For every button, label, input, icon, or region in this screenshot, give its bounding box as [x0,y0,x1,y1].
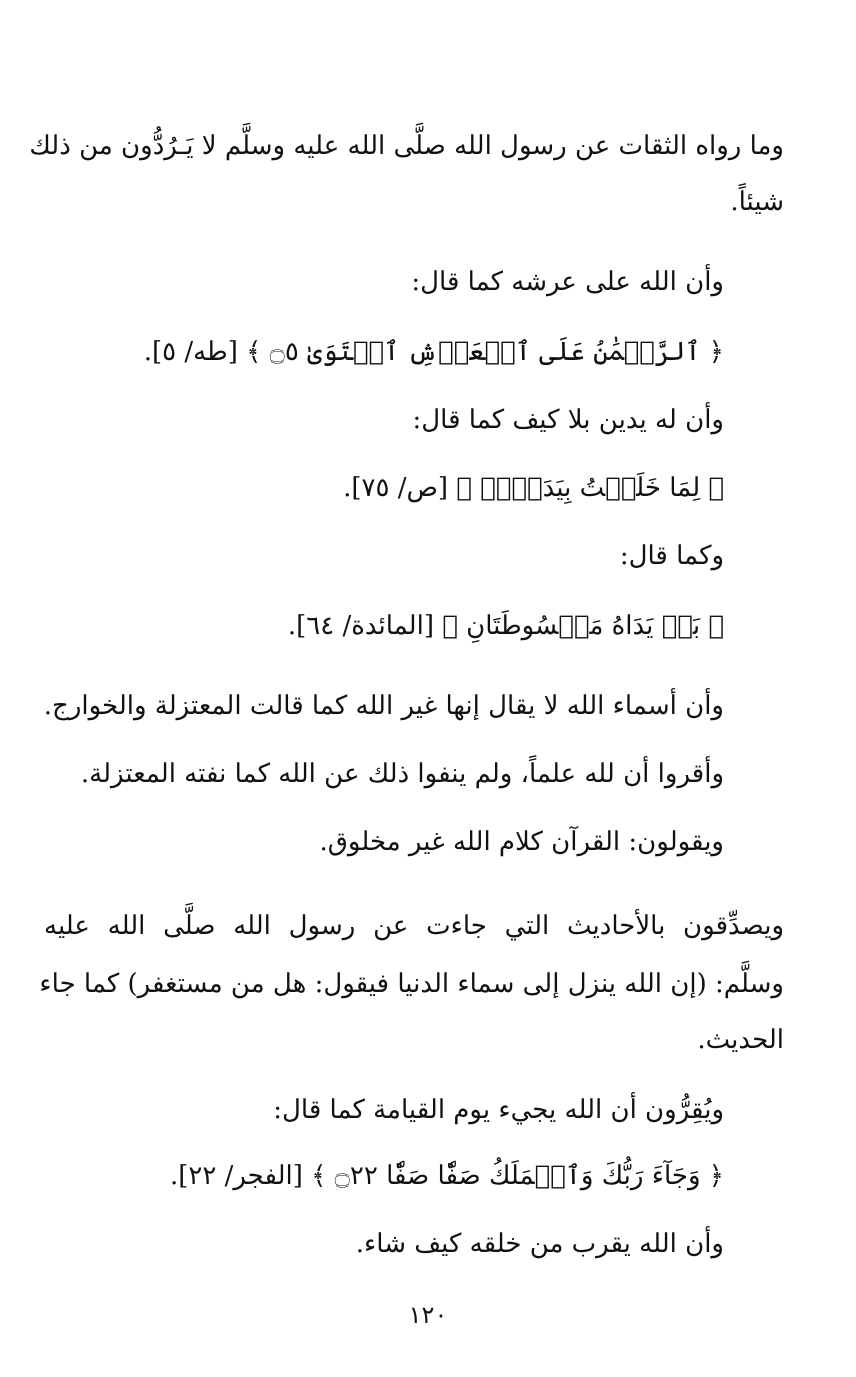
paragraph-line: ويصدِّقون بالأحاديث التي جاءت عن رسول الله صلَّى الله عليه [44,911,784,941]
paragraph-line: ويُقِرُّون أن الله يجيء يوم القيامة كما قال: [273,1095,724,1125]
paragraph-line: وما رواه الثقات عن رسول الله صلَّى الله عليه وسلَّم لا يَـرُدُّون من ذلك [29,131,784,161]
quran-verse-line: ﴿ لِمَا خَلَقۡتُ بِيَدَيَّۖ ﴾ [ص/ ٧٥]. [343,473,724,503]
paragraph-line: الحديث. [697,1025,784,1055]
quran-verse-line: ﴿ وَجَآءَ رَبُّكَ وَٱلۡمَلَكُ صَفّٗا صَفّٗا ۝٢٢ ﴾ [الفجر/ ٢٢]. [169,1161,724,1191]
paragraph-line: وأقروا أن لله علماً، ولم ينفوا ذلك عن الله كما نفته المعتزلة. [80,759,724,789]
quran-verse-line: ﴿ بَلۡ يَدَاهُ مَبۡسُوطَتَانِ ﴾ [المائدة/ ٦٤]. [287,611,724,641]
paragraph-line: وكما قال: [619,541,724,571]
paragraph-line: وأن له يدين بلا كيف كما قال: [412,405,724,435]
paragraph-line: وأن أسماء الله لا يقال إنها غير الله كما قالت المعتزلة والخوارج. [43,691,724,721]
paragraph-line: شيئاً. [730,187,784,217]
quran-verse-line: ﴿ ٱلرَّحۡمَٰنُ عَلَى ٱلۡعَرۡشِ ٱسۡتَوَىٰ ۝٥ ﴾ [طه/ ٥]. [143,337,724,367]
paragraph-line: ويقولون: القرآن كلام الله غير مخلوق. [319,827,724,857]
paragraph-line: وسلَّم: (إن الله ينزل إلى سماء الدنيا فيقول: هل من مستغفر) كما جاء [39,969,784,999]
page-number: ١٢٠ [408,1301,448,1329]
paragraph-line: وأن الله على عرشه كما قال: [411,267,724,297]
paragraph-line: وأن الله يقرب من خلقه كيف شاء. [355,1229,724,1259]
